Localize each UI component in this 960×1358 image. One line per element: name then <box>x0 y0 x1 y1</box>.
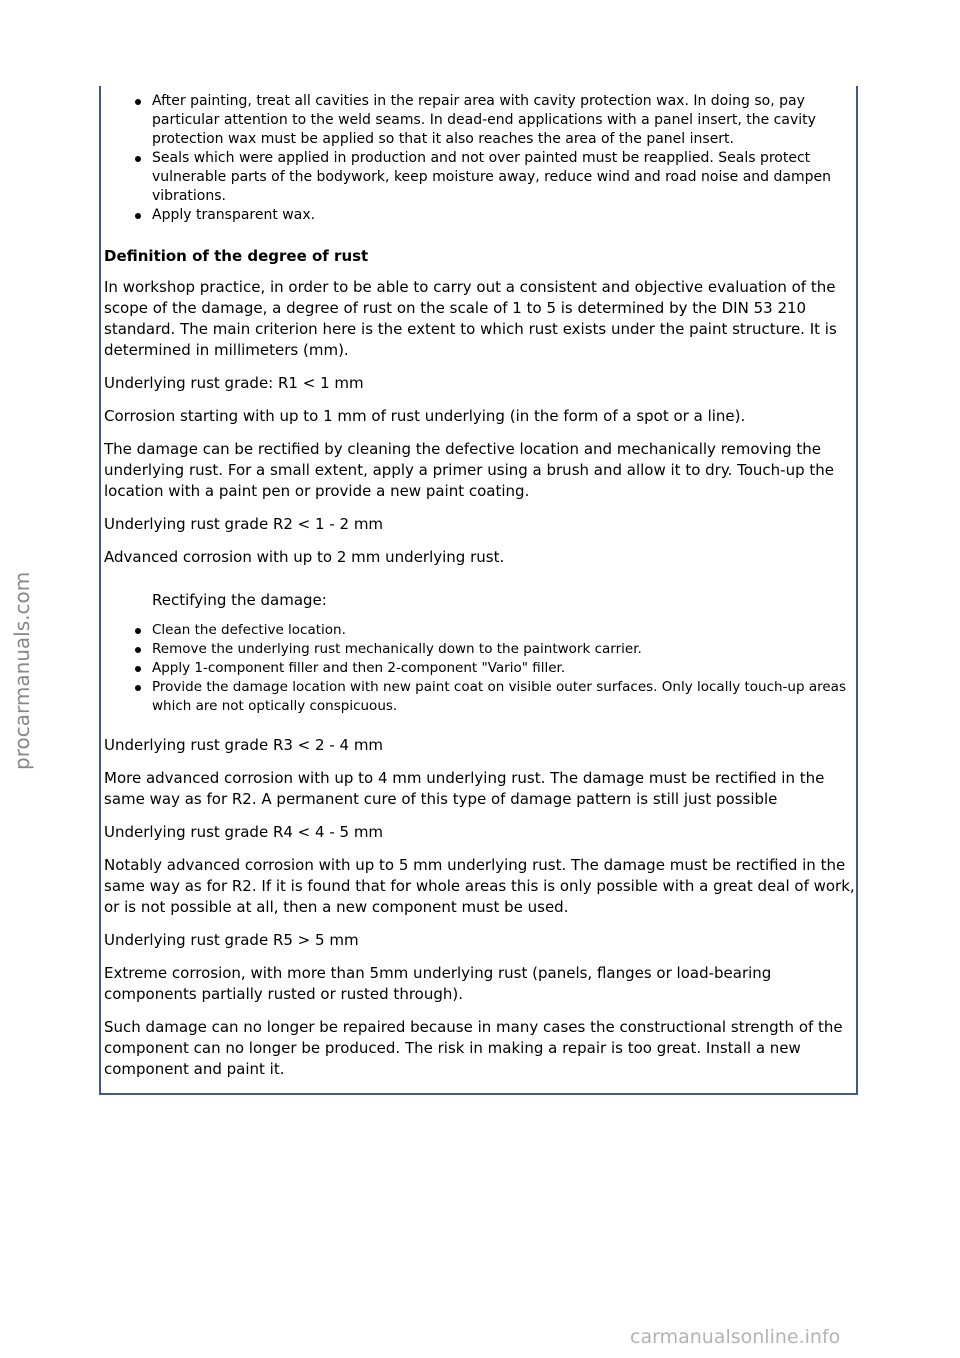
r5-fix: Such damage can no longer be repaired because in many cases the constructional strength of the component can no longer be produced. The risk in making a repair is too great. Install a new component and paint it. <box>104 1018 843 1078</box>
r2-bullet-list <box>104 621 856 716</box>
list-item: Remove the underlying rust mechanically down to the paintwork carrier. <box>104 640 856 659</box>
r4-title: Underlying rust grade R4 < 4 - 5 mm <box>104 823 384 841</box>
r2-title: Underlying rust grade R2 < 1 - 2 mm <box>104 515 384 533</box>
list-item: Apply 1-component filler and then 2-component "Vario" filler. <box>104 659 856 678</box>
top-bullet-list <box>104 92 856 225</box>
r1-title: Underlying rust grade: R1 < 1 mm <box>104 374 364 392</box>
r4-description: Notably advanced corrosion with up to 5 mm underlying rust. The damage must be rectified in the same way as for R2. If it is found that for whole areas this is only possible with a great deal of work, or is not possible at all, then a new component must be used. <box>104 856 855 916</box>
r5-title: Underlying rust grade R5 > 5 mm <box>104 931 359 949</box>
rectifying-label: Rectifying the damage: <box>152 591 327 609</box>
list-item: Clean the defective location. <box>104 621 856 640</box>
list-item: Provide the damage location with new paint coat on visible outer surfaces. Only locally touch-up areas which are not optically conspicuous. <box>104 678 856 716</box>
list-item: Seals which were applied in production and not over painted must be reapplied. Seals protect vulnerable parts of the bodywork, keep moisture away, reduce wind and road noise and dampen vibrations. <box>104 149 856 206</box>
r5-description: Extreme corrosion, with more than 5mm underlying rust (panels, flanges or load-bearing components partially rusted or rusted through). <box>104 964 772 1003</box>
bottom-watermark: carmanualsonline.info <box>630 1326 841 1348</box>
list-item: Apply transparent wax. <box>104 206 856 225</box>
r3-description: More advanced corrosion with up to 4 mm underlying rust. The damage must be rectified in the same way as for R2. A permanent cure of this type of damage pattern is still just possible <box>104 769 825 808</box>
r2-description: Advanced corrosion with up to 2 mm underlying rust. <box>104 548 505 566</box>
document-body <box>104 92 856 1080</box>
side-watermark: procarmanuals.com <box>10 571 34 770</box>
list-item: After painting, treat all cavities in the repair area with cavity protection wax. In doing so, pay particular attention to the weld seams. In dead-end applications with a panel insert, the cavity protection wax must be applied so that it also reaches the area of the panel insert. <box>104 92 856 149</box>
r1-fix: The damage can be rectified by cleaning the defective location and mechanically removing the underlying rust. For a small extent, apply a primer using a brush and allow it to dry. Touch-up the location with a paint pen or provide a new paint coating. <box>104 440 834 500</box>
r3-title: Underlying rust grade R3 < 2 - 4 mm <box>104 736 384 754</box>
intro-paragraph: In workshop practice, in order to be able to carry out a consistent and objective evaluation of the scope of the damage, a degree of rust on the scale of 1 to 5 is determined by the DIN 53 210 standard. The main criterion here is the extent to which rust exists under the paint structure. It is determined in millimeters (mm). <box>104 278 837 359</box>
section-heading: Definition of the degree of rust <box>104 247 369 265</box>
r1-description: Corrosion starting with up to 1 mm of rust underlying (in the form of a spot or a line). <box>104 407 746 425</box>
